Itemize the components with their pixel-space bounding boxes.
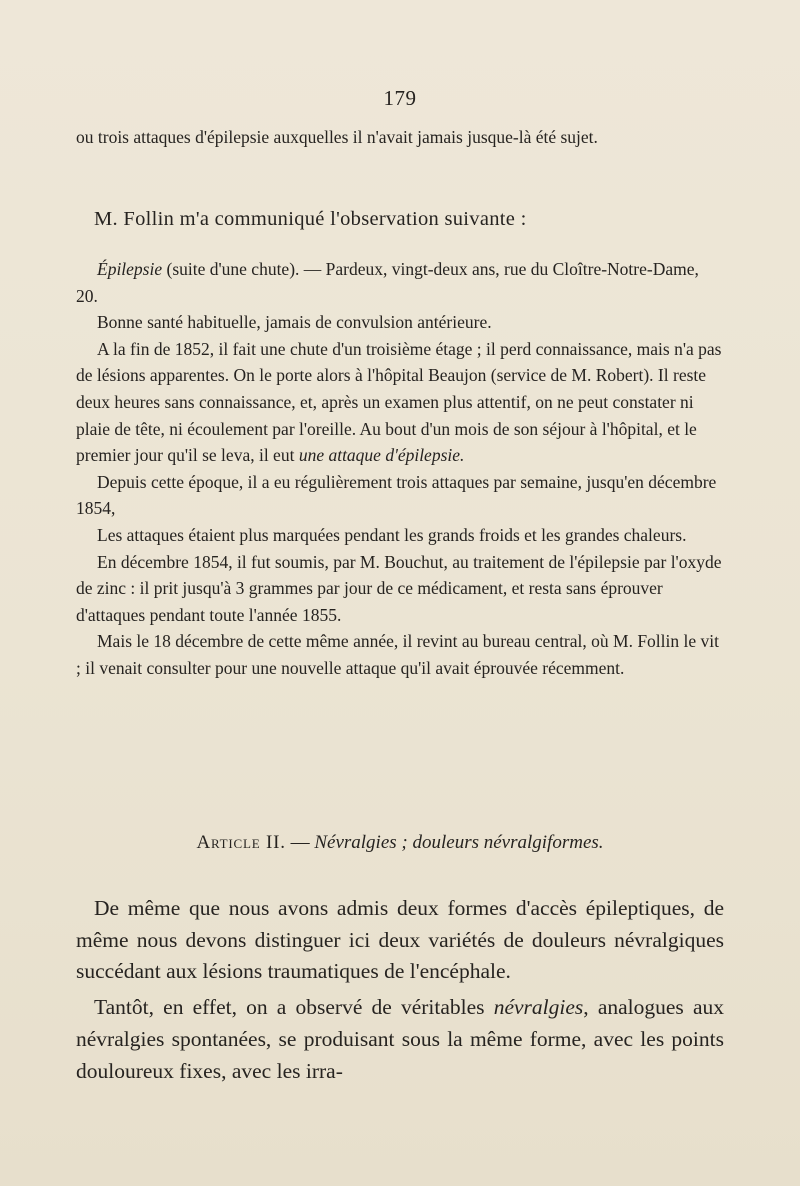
case-paragraph-3: Depuis cette époque, il a eu régulièrement trois attaques par semaine, jusqu'en décembre 1854, (76, 471, 717, 519)
article-heading (0, 832, 800, 854)
body-paragraph-2 (76, 992, 724, 1087)
case-paragraph-5: En décembre 1854, il fut soumis, par M. Bouchut, au traitement de l'épilepsie par l'oxyde de zinc : il prit jusqu'à 3 grammes par jour de ce médicament, et resta sans éprouver d'attaques pendant toute l'année 1855. (76, 551, 722, 625)
observation-intro: M. Follin m'a communiqué l'observation suivante : (94, 208, 527, 230)
case-report (76, 256, 724, 682)
article-subject: Névralgies ; douleurs névralgiformes. (314, 832, 604, 853)
article-separator: — (285, 832, 315, 853)
article-body (76, 893, 724, 1087)
body-paragraph-1: De même que nous avons admis deux formes d'accès épileptiques, de même nous devons distinguer ici deux variétés de douleurs névralgiques succédant aux lésions traumatiques de l'encéphale. (76, 896, 724, 984)
case-heading (76, 256, 724, 309)
case-paragraph-2-italic: une attaque d'épilepsie. (298, 445, 465, 466)
case-paragraph-1: Bonne santé habituelle, jamais de convulsion antérieure. (97, 312, 492, 333)
article-label: Article II. (196, 832, 286, 853)
continuation-block (76, 124, 724, 151)
body-paragraph-2-italic: névralgies (493, 995, 584, 1020)
case-paragraph-2-text: A la fin de 1852, il fait une chute d'un troisième étage ; il perd connaissance, mais n'a pas de lésions apparentes. On le porte alors à l'hôpital Beaujon (service de M. Robert). Il reste deux heures sans connaissance, et, après un examen plus attentif, on ne peut constater ni plaie de tête, ni écoulement par l'oreille. Au bout d'un mois de son séjour à l'hôpital, et le premier jour qu'il se leva, il eut (76, 338, 722, 466)
case-heading-text: (suite d'une chute). — Pardeux, vingt-deux ans, rue du Cloître-Notre-Dame, 20. (76, 259, 699, 306)
case-paragraph-6: Mais le 18 décembre de cette même année, il revint au bureau central, où M. Follin le vit ; il venait consulter pour une nouvelle attaque qu'il avait éprouvée récemment. (76, 631, 720, 678)
case-title: Épilepsie (97, 259, 163, 279)
case-paragraph-2 (76, 336, 724, 469)
case-paragraph-4: Les attaques étaient plus marquées pendant les grands froids et les grandes chaleurs. (97, 524, 687, 545)
continuation-paragraph: ou trois attaques d'épilepsie auxquelles il n'avait jamais jusque-là été sujet. (76, 127, 598, 147)
page-number: 179 (383, 86, 417, 110)
body-paragraph-2-end: , analogues aux névralgies spontanées, se produisant sous la même forme, avec les points douloureux fixes, avec les irra- (76, 995, 724, 1083)
body-paragraph-2-start: Tantôt, en effet, on a observé de véritables (94, 995, 494, 1020)
